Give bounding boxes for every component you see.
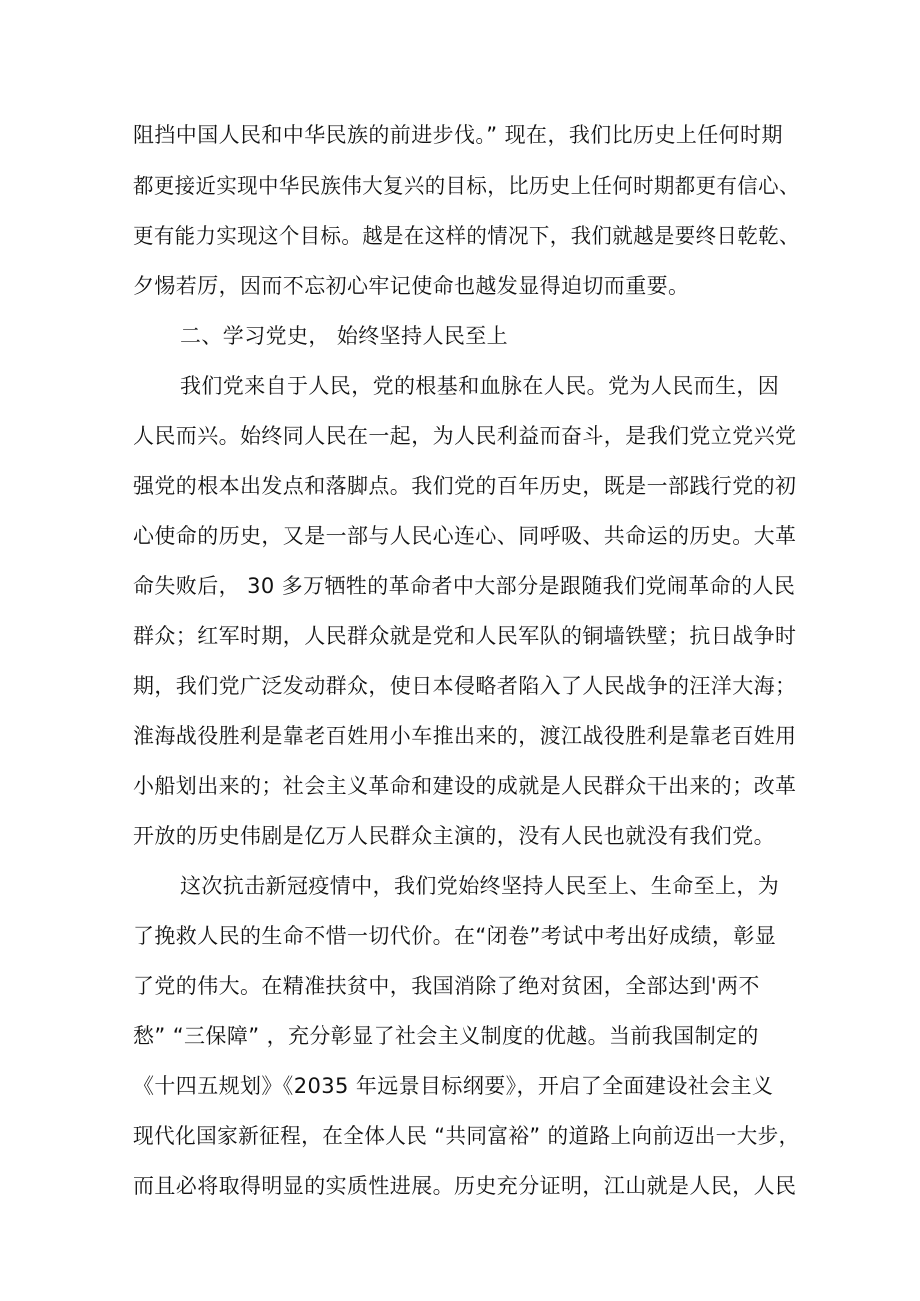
paragraph-line: 期，我们党广泛发动群众，使日本侵略者陷入了人民战争的汪洋大海；	[133, 674, 797, 698]
paragraph-line: 这次抗击新冠疫情中，我们党始终坚持人民至上、生命至上，为	[180, 874, 780, 898]
paragraph-line: 现代化国家新征程，在全体人民 “共同富裕” 的道路上向前迈出一大步，	[133, 1124, 800, 1148]
paragraph-line: 更有能力实现这个目标。越是在这样的情况下，我们就越是要终日乾乾、	[133, 224, 800, 248]
paragraph-line: 人民而兴。始终同人民在一起，为人民利益而奋斗，是我们党立党兴党	[133, 424, 797, 448]
paragraph-line: 阻挡中国人民和中华民族的前进步伐。” 现在，我们比历史上任何时期	[133, 123, 783, 147]
paragraph-line: 了党的伟大。在精准扶贫中，我国消除了绝对贫困，全部达到'两不	[133, 974, 760, 998]
paragraph-line: 开放的历史伟剧是亿万人民群众主演的，没有人民也就没有我们党。	[133, 824, 775, 848]
paragraph-line: 心使命的历史，又是一部与人民心连心、同呼吸、共命运的历史。大革	[133, 524, 797, 548]
section-heading: 二、学习党史， 始终坚持人民至上	[180, 324, 509, 348]
paragraph-line: 了挽救人民的生命不惜一切代价。在“闭卷”考试中考出好成绩，彰显	[133, 924, 777, 948]
paragraph-line: 我们党来自于人民，党的根基和血脉在人民。党为人民而生，因	[180, 374, 780, 398]
paragraph-line: 都更接近实现中华民族伟大复兴的目标，比历史上任何时期都更有信心、	[133, 174, 800, 198]
paragraph-line: 夕惕若厉，因而不忘初心牢记使命也越发显得迫切而重要。	[133, 274, 690, 298]
paragraph-line: 淮海战役胜利是靠老百姓用小车推出来的，渡江战役胜利是靠老百姓用	[133, 724, 797, 748]
paragraph-line: 群众；红军时期，人民群众就是党和人民军队的铜墙铁壁；抗日战争时	[133, 624, 797, 648]
paragraph-line: 命失败后， 30 多万牺牲的革命者中大部分是跟随我们党闹革命的人民	[133, 574, 796, 598]
paragraph-line: 强党的根本出发点和落脚点。我们党的百年历史，既是一部践行党的初	[133, 474, 797, 498]
paragraph-line: 小船划出来的；社会主义革命和建设的成就是人民群众干出来的；改革	[133, 774, 797, 798]
paragraph-line: 《十四五规划》《2035 年远景目标纲要》，开启了全面建设社会主义	[133, 1074, 774, 1098]
paragraph-line: 愁” “三保障” ，充分彰显了社会主义制度的优越。当前我国制定的	[133, 1024, 759, 1048]
paragraph-line: 而且必将取得明显的实质性进展。历史充分证明，江山就是人民，人民	[133, 1174, 797, 1198]
